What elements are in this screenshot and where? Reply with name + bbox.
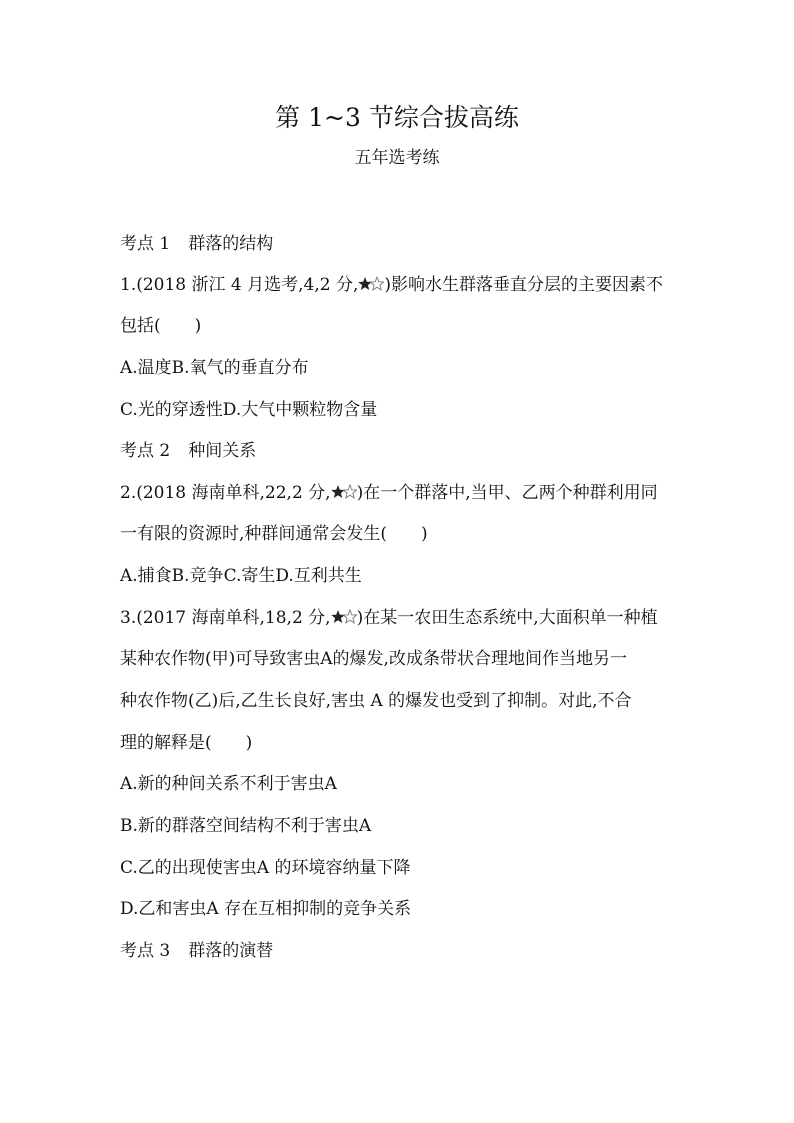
question-source: 3.(2017 海南单科,18,2 分, bbox=[120, 608, 331, 628]
section-number: 考点 1 bbox=[120, 234, 171, 254]
section-heading-3 bbox=[120, 939, 685, 963]
question-3-option-a: A.新的种间关系不利于害虫A bbox=[120, 774, 337, 794]
difficulty-stars-icon bbox=[331, 484, 357, 500]
section-number: 考点 2 bbox=[120, 441, 171, 461]
question-1-line-1 bbox=[120, 273, 685, 297]
question-source: 2.(2018 海南单科,22,2 分, bbox=[120, 483, 331, 503]
question-3-line-1 bbox=[120, 606, 685, 630]
question-2-options: A.捕食B.竞争C.寄生D.互利共生 bbox=[120, 566, 362, 586]
difficulty-stars-icon bbox=[331, 609, 357, 625]
question-2-line-1 bbox=[120, 481, 685, 505]
section-name: 群落的结构 bbox=[188, 234, 274, 254]
section-name: 种间关系 bbox=[188, 441, 257, 461]
question-3-line-2: 某种农作物(甲)可导致害虫A的爆发,改成条带状合理地间作当地另一 bbox=[120, 649, 627, 669]
question-3-option-b: B.新的群落空间结构不利于害虫A bbox=[120, 816, 372, 836]
question-3-option-d: D.乙和害虫A 存在互相抑制的竞争关系 bbox=[120, 899, 412, 919]
question-text: )在一个群落中,当甲、乙两个种群利用同 bbox=[356, 483, 658, 503]
section-heading-1 bbox=[120, 232, 685, 256]
difficulty-stars-icon bbox=[358, 276, 384, 292]
page-subtitle: 五年选考练 bbox=[354, 148, 440, 168]
question-1-options-cd: C.光的穿透性D.大气中颗粒物含量 bbox=[120, 400, 378, 420]
section-heading-2 bbox=[120, 439, 685, 463]
question-3-line-3: 种农作物(乙)后,乙生长良好,害虫 A 的爆发也受到了抑制。对此,不合 bbox=[120, 691, 632, 711]
question-text: )在某一农田生态系统中,大面积单一种植 bbox=[356, 608, 658, 628]
section-name: 群落的演替 bbox=[188, 941, 274, 961]
question-source: 1.(2018 浙江 4 月选考,4,2 分, bbox=[120, 275, 359, 295]
question-text: )影响水生群落垂直分层的主要因素不 bbox=[384, 275, 664, 295]
question-2-line-2: 一有限的资源时,种群间通常会发生( ) bbox=[120, 524, 428, 544]
page-title: 第 1~3 节综合拔高练 bbox=[275, 103, 519, 132]
question-1-options-ab: A.温度B.氧气的垂直分布 bbox=[120, 358, 309, 378]
section-number: 考点 3 bbox=[120, 941, 171, 961]
question-1-line-2: 包括( ) bbox=[120, 316, 202, 336]
question-3-line-4: 理的解释是( ) bbox=[120, 733, 253, 753]
question-3-option-c: C.乙的出现使害虫A 的环境容纳量下降 bbox=[120, 858, 411, 878]
